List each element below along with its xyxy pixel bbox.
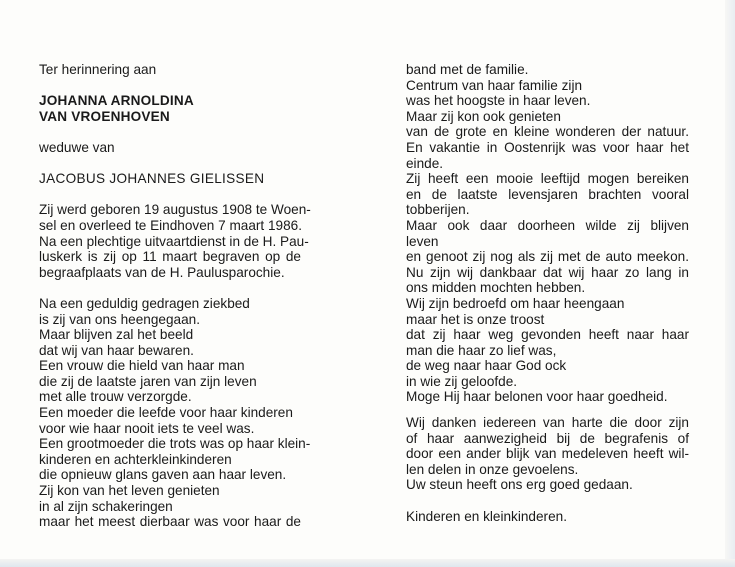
- text-line: Centrum van haar familie zijn: [406, 77, 583, 93]
- right-text: [406, 62, 689, 405]
- thanks-line: door een ander blijk van medeleven heeft wil-: [406, 446, 689, 462]
- text-line: maar het is onze troost: [406, 311, 545, 327]
- bio-line: Zij werd geboren 19 augustus 1908 te Woen-: [39, 202, 311, 218]
- text-line: de weg naar haar God ock: [406, 358, 567, 374]
- text-line: man die haar zo lief was,: [406, 342, 557, 358]
- thanks-line: len delen in onze gevoelens.: [406, 461, 579, 477]
- poem-line: met alle trouw verzorgde.: [39, 389, 192, 405]
- text-line: einde.: [406, 155, 444, 171]
- intro-text: Ter herinnering aan: [39, 62, 157, 77]
- poem-line: maar het meest dierbaar was voor haar de: [39, 514, 301, 530]
- poem-line: Een moeder die leefde voor haar kinderen: [39, 405, 293, 421]
- text-line: van de grote en kleine wonderen der natuur.: [406, 124, 689, 140]
- deceased-name-line2: VAN VROENHOVEN: [39, 108, 170, 124]
- bio-line: sel en overleed te Eindhoven 7 maart 1986.: [39, 217, 302, 233]
- text-line: Maar ook daar doorheen wilde zij blijven: [406, 217, 689, 233]
- text-line: en de laatste levensjaren brachten vooral: [406, 186, 689, 202]
- poem-line: Maar blijven zal het beeld: [39, 327, 194, 343]
- left-column: [39, 62, 311, 530]
- poem-line: Na een geduldig gedragen ziekbed: [39, 295, 250, 311]
- deceased-name-line1: JOHANNA ARNOLDINA: [39, 93, 194, 109]
- card-edge-right: [725, 0, 735, 567]
- bio-line: Na een plechtige uitvaartdienst in de H. Pau-: [39, 233, 309, 249]
- text-line: in wie zij geloofde.: [406, 373, 518, 389]
- poem-line: is zij van ons heengegaan.: [39, 311, 200, 327]
- poem-line: in al zijn schakeringen: [39, 498, 173, 514]
- text-line: was het hoogste in haar leven.: [406, 93, 591, 109]
- biography: [39, 202, 311, 280]
- text-line: en genoot zij nog als zij met de auto meekon.: [406, 249, 689, 265]
- thanks-line: of haar aanwezigheid bij de begrafenis of: [406, 430, 689, 446]
- poem-line: dat wij van haar bewaren.: [39, 342, 194, 358]
- text-line: tobberijen.: [406, 202, 470, 218]
- poem-line: kinderen en achterkleinkinderen: [39, 451, 232, 467]
- thanks-paragraph: [406, 415, 689, 493]
- right-column: [406, 62, 689, 524]
- text-line: Nu zijn wij dankbaar dat wij haar zo lang in: [406, 264, 689, 280]
- poem-line: die zij de laatste jaren van zijn leven: [39, 373, 257, 389]
- text-line: Maar zij kon ook genieten: [406, 108, 561, 124]
- poem-line: Een grootmoeder die trots was op haar klein-: [39, 436, 311, 452]
- text-line: Wij zijn bedroefd om haar heengaan: [406, 295, 625, 311]
- poem-line: Zij kon van het leven genieten: [39, 483, 220, 499]
- husband-name: JACOBUS JOHANNES GIELISSEN: [39, 171, 265, 187]
- widow-of-text: weduwe van: [39, 139, 115, 155]
- closing-signature: Kinderen en kleinkinderen.: [406, 508, 567, 524]
- bio-line: begraafplaats van de H. Paulusparochie.: [39, 264, 285, 280]
- text-line: ons midden mochten hebben.: [406, 280, 586, 296]
- text-line: dat zij haar weg gevonden heeft naar haar: [406, 327, 689, 343]
- thanks-line: Wij danken iedereen van harte die door zijn: [406, 415, 689, 431]
- poem: [39, 295, 311, 530]
- text-line: Moge Hij haar belonen voor haar goedheid.: [406, 389, 668, 405]
- card-edge-bottom: [0, 559, 735, 567]
- poem-line: die opnieuw glans gaven aan haar leven.: [39, 467, 287, 483]
- text-line: band met de familie.: [406, 62, 529, 77]
- text-line: leven: [406, 233, 439, 249]
- text-line: Zij heeft een mooie leeftijd mogen bereiken: [406, 171, 689, 187]
- bio-line: luskerk is zij op 11 maart begraven op de: [39, 249, 301, 265]
- thanks-line: Uw steun heeft ons erg goed gedaan.: [406, 477, 633, 493]
- poem-line: voor wie haar nooit iets te veel was.: [39, 420, 255, 436]
- text-line: En vakantie in Oostenrijk was voor haar het: [406, 139, 689, 155]
- poem-line: Een vrouw die hield van haar man: [39, 358, 245, 374]
